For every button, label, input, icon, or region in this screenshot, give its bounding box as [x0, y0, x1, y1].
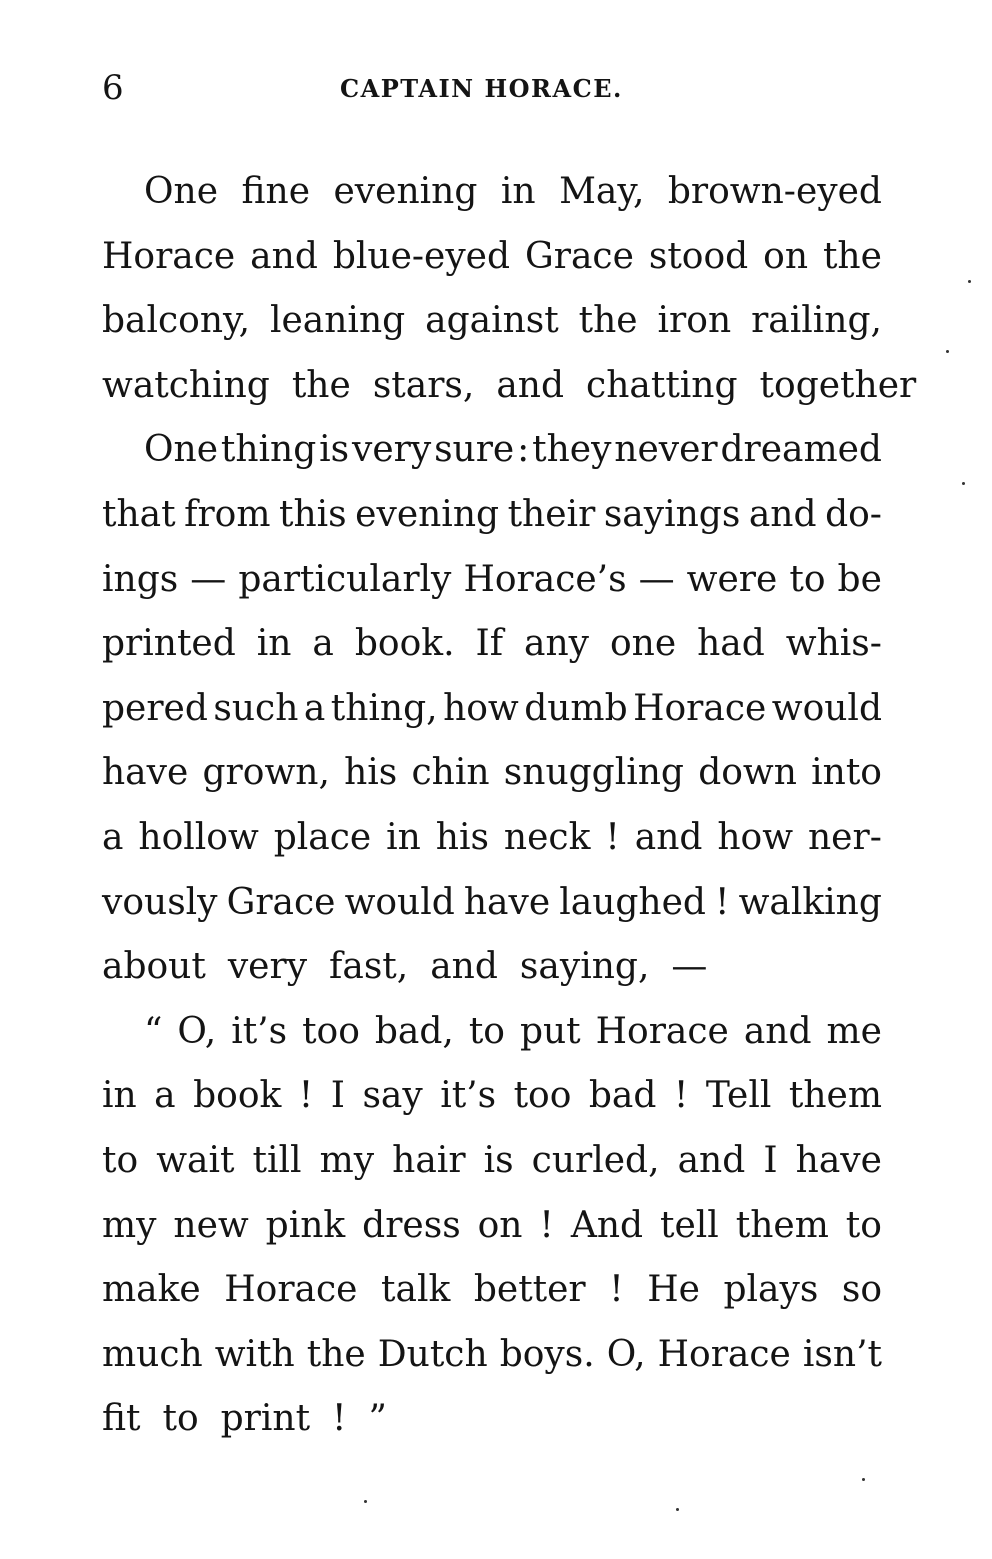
word: One [144, 171, 219, 212]
word: plays [723, 1269, 819, 1311]
word: hair [392, 1139, 466, 1181]
word: in [386, 816, 421, 858]
word: — [638, 558, 675, 600]
word: tell [660, 1204, 719, 1246]
scan-speck [676, 1508, 679, 1511]
word: and [250, 235, 318, 277]
word: on [763, 235, 809, 277]
word: the [578, 300, 638, 342]
text-line [102, 1258, 882, 1323]
word: it’s [231, 1010, 288, 1052]
word: make [102, 1269, 201, 1311]
word: thing [220, 429, 317, 471]
word: a [102, 816, 124, 858]
word: in [500, 171, 536, 212]
word: that [102, 493, 176, 535]
word: very [227, 946, 308, 988]
word: O, [606, 1333, 646, 1375]
word: till [252, 1139, 302, 1181]
word: put [519, 1010, 581, 1052]
word: down [698, 752, 797, 794]
word: sayings [603, 493, 741, 535]
text-line [102, 1194, 882, 1259]
word: how [717, 816, 794, 858]
word: have [102, 752, 189, 794]
word: new [173, 1204, 249, 1246]
word: in [102, 1075, 137, 1117]
word: boys. [499, 1333, 595, 1375]
word: so [841, 1269, 882, 1311]
word: from [184, 493, 271, 535]
word: ! [673, 1075, 689, 1117]
text-line [102, 483, 882, 548]
word: Horace [633, 687, 767, 729]
word: blue-eyed [332, 235, 511, 277]
text-line [102, 1000, 882, 1065]
text-line [102, 806, 882, 871]
word: fit [102, 1398, 141, 1440]
word: isn’t [802, 1333, 882, 1375]
word: If [475, 623, 504, 665]
word: too [302, 1010, 360, 1052]
word: against [425, 300, 559, 342]
word: laughed [559, 881, 706, 923]
word: in [256, 623, 292, 665]
word: together [759, 364, 917, 406]
word: stars, [372, 364, 475, 406]
word: bad [588, 1075, 657, 1117]
word: me [826, 1010, 882, 1052]
text-line [102, 548, 882, 613]
word: stood [648, 235, 749, 277]
word: a [154, 1075, 176, 1117]
word: whis- [785, 623, 882, 665]
word: Horace’s [463, 558, 627, 600]
word: book [193, 1075, 282, 1117]
word: fast, [329, 946, 409, 988]
word: much [102, 1333, 203, 1375]
word: curled, [531, 1139, 660, 1181]
word: it’s [440, 1075, 497, 1117]
word: vously [102, 881, 218, 923]
word: sure [434, 429, 515, 471]
word: neck [503, 816, 591, 858]
word: evening [333, 171, 478, 212]
text-line [102, 225, 882, 290]
text-line [102, 677, 882, 742]
word: wait [156, 1139, 235, 1181]
scan-speck [862, 1478, 865, 1481]
word: dumb [524, 687, 628, 729]
word: Horace [224, 1269, 358, 1311]
word: particularly [238, 558, 452, 600]
text-line [102, 354, 917, 419]
word: grown, [202, 752, 330, 794]
word: : [517, 429, 530, 471]
word: better [473, 1269, 586, 1311]
word: Horace [657, 1333, 791, 1375]
word: balcony, [102, 300, 251, 342]
word: on [477, 1204, 523, 1246]
running-title: CAPTAIN HORACE. [340, 74, 623, 103]
word: be [837, 558, 882, 600]
word: hollow [138, 816, 259, 858]
word: into [811, 752, 882, 794]
word: May, [559, 171, 645, 212]
word: a [312, 623, 334, 665]
word: this [279, 493, 347, 535]
text-line [102, 418, 882, 483]
text-line [102, 1387, 882, 1452]
word: any [524, 623, 589, 665]
word: to [789, 558, 826, 600]
word: have [795, 1139, 882, 1181]
word: thing, [330, 687, 438, 729]
word: and [634, 816, 703, 858]
word: never [614, 429, 718, 471]
word: And [570, 1204, 644, 1246]
word: Horace [595, 1010, 729, 1052]
word: ! [332, 1398, 347, 1440]
word: about [102, 946, 206, 988]
word: printed [102, 623, 236, 665]
word: would [344, 881, 455, 923]
word: how [443, 687, 519, 729]
word: and [496, 364, 565, 406]
word: ner- [808, 816, 882, 858]
word: watching [102, 364, 270, 406]
word: saying, [519, 946, 650, 988]
word: Grace [226, 881, 336, 923]
word: to [845, 1204, 882, 1246]
word: ! [609, 1269, 624, 1311]
word: my [102, 1204, 157, 1246]
word: iron [657, 300, 732, 342]
word: place [273, 816, 372, 858]
word: Dutch [377, 1333, 488, 1375]
word: Grace [525, 235, 634, 277]
word: and [743, 1010, 812, 1052]
word: evening [355, 493, 500, 535]
word: and [677, 1139, 746, 1181]
word: dress [362, 1204, 461, 1246]
scan-speck [364, 1500, 367, 1503]
word: “ [144, 1010, 163, 1052]
word: one [609, 623, 677, 665]
word: is [319, 429, 350, 471]
word: to [102, 1139, 139, 1181]
word: would [771, 687, 882, 729]
word: ! [715, 881, 730, 923]
word: them [788, 1075, 882, 1117]
text-line [102, 935, 882, 1000]
word: ings [102, 558, 179, 600]
word: very [352, 429, 432, 471]
word: He [647, 1269, 700, 1311]
word: ! [539, 1204, 554, 1246]
word: is [483, 1139, 514, 1181]
scan-speck [968, 280, 971, 283]
word: talk [381, 1269, 451, 1311]
word: their [507, 493, 596, 535]
word: had [697, 623, 765, 665]
word: the [306, 1333, 366, 1375]
text-line [102, 1064, 882, 1129]
word: the [291, 364, 351, 406]
scan-speck [946, 350, 949, 353]
word: brown-eyed [667, 171, 882, 212]
text-line [102, 612, 882, 677]
word: book. [354, 623, 455, 665]
text-line [102, 289, 882, 354]
word: fine [241, 171, 311, 212]
word: such [213, 687, 299, 729]
word: dreamed [720, 429, 882, 471]
word: leaning [269, 300, 406, 342]
word: pered [102, 687, 208, 729]
word: — [671, 946, 708, 988]
word: O, [177, 1010, 217, 1052]
word: too [513, 1075, 572, 1117]
word: his [344, 752, 398, 794]
word: with [214, 1333, 295, 1375]
word: were [686, 558, 778, 600]
word: them [735, 1204, 829, 1246]
word: bad, [374, 1010, 454, 1052]
word: the [822, 235, 882, 277]
word: print [220, 1398, 311, 1440]
text-line [102, 1323, 882, 1388]
text-line [102, 871, 882, 936]
word: — [190, 558, 227, 600]
word: and [430, 946, 498, 988]
word: do- [825, 493, 882, 535]
text-line [102, 1129, 882, 1194]
text-line [102, 160, 882, 225]
word: walking [738, 881, 882, 923]
word: railing, [751, 300, 882, 342]
word: I [330, 1075, 345, 1117]
word: say [362, 1075, 423, 1117]
body-text [102, 160, 917, 1452]
word: ” [368, 1398, 387, 1440]
page-number: 6 [102, 68, 124, 108]
word: chin [411, 752, 490, 794]
text-line [102, 741, 882, 806]
word: his [435, 816, 489, 858]
word: snuggling [503, 752, 684, 794]
word: One [144, 429, 219, 471]
word: and [748, 493, 817, 535]
scan-speck [962, 482, 965, 485]
word: ! [605, 816, 620, 858]
word: have [463, 881, 551, 923]
word: to [162, 1398, 199, 1440]
word: a [303, 687, 326, 729]
word: Horace [102, 235, 236, 277]
word: my [319, 1139, 375, 1181]
word: they [532, 429, 612, 471]
word: to [468, 1010, 505, 1052]
word: pink [265, 1204, 346, 1246]
word: ! [298, 1075, 314, 1117]
word: chatting [586, 364, 738, 406]
word: Tell [705, 1075, 772, 1117]
word: I [763, 1139, 778, 1181]
